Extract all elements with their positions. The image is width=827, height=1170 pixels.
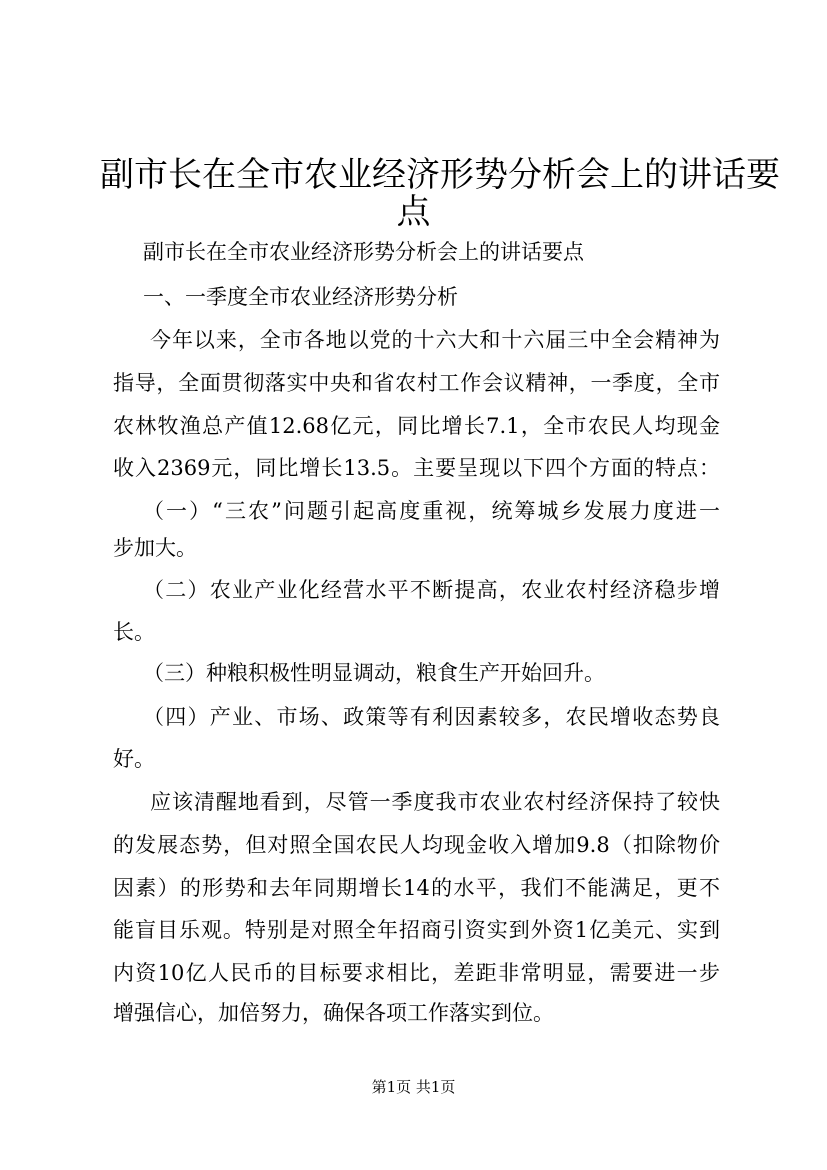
- point-line: （二）农业产业化经营水平不断提高，农业农村经济稳步增: [143, 578, 720, 602]
- paragraph-line: 应该清醒地看到，尽管一季度我市农业农村经济保持了较快: [150, 790, 720, 814]
- point-line: （四）产业、市场、政策等有利因素较多，农民增收态势良: [143, 705, 720, 729]
- paragraph-line: 指导，全面贯彻落实中央和省农村工作会议精神，一季度，全市: [113, 371, 720, 395]
- point-line: （一）“三农”问题引起高度重视，统筹城乡发展力度进一: [143, 499, 720, 523]
- subtitle: 副市长在全市农业经济形势分析会上的讲话要点: [143, 240, 584, 264]
- point-line: （三）种粮积极性明显调动，粮食生产开始回升。: [143, 661, 605, 685]
- paragraph-line: 收入2369元，同比增长13.5。主要呈现以下四个方面的特点：: [113, 456, 720, 480]
- page-footer: 第1页 共1页: [371, 1078, 456, 1096]
- document-title-cont: 点: [396, 192, 431, 232]
- paragraph-line: 增强信心，加倍努力，确保各项工作落实到位。: [113, 1001, 554, 1025]
- point-line: 长。: [113, 620, 155, 644]
- section-heading: 一、一季度全市农业经济形势分析: [143, 285, 458, 309]
- paragraph-line: 内资10亿人民币的目标要求相比，差距非常明显，需要进一步: [113, 961, 720, 985]
- paragraph-line: 今年以来，全市各地以党的十六大和十六届三中全会精神为: [150, 328, 720, 352]
- point-line: 步加大。: [113, 536, 197, 560]
- point-line: 好。: [113, 747, 155, 771]
- paragraph-line: 农林牧渔总产值12.68亿元，同比增长7.1，全市农民人均现金: [113, 414, 720, 438]
- paragraph-line: 能盲目乐观。特别是对照全年招商引资实到外资1亿美元、实到: [113, 918, 720, 942]
- paragraph-line: 因素）的形势和去年同期增长14的水平，我们不能满足，更不: [113, 876, 720, 900]
- paragraph-line: 的发展态势，但对照全国农民人均现金收入增加9.8（扣除物价: [113, 833, 720, 857]
- document-title: 副市长在全市农业经济形势分析会上的讲话要: [100, 155, 780, 195]
